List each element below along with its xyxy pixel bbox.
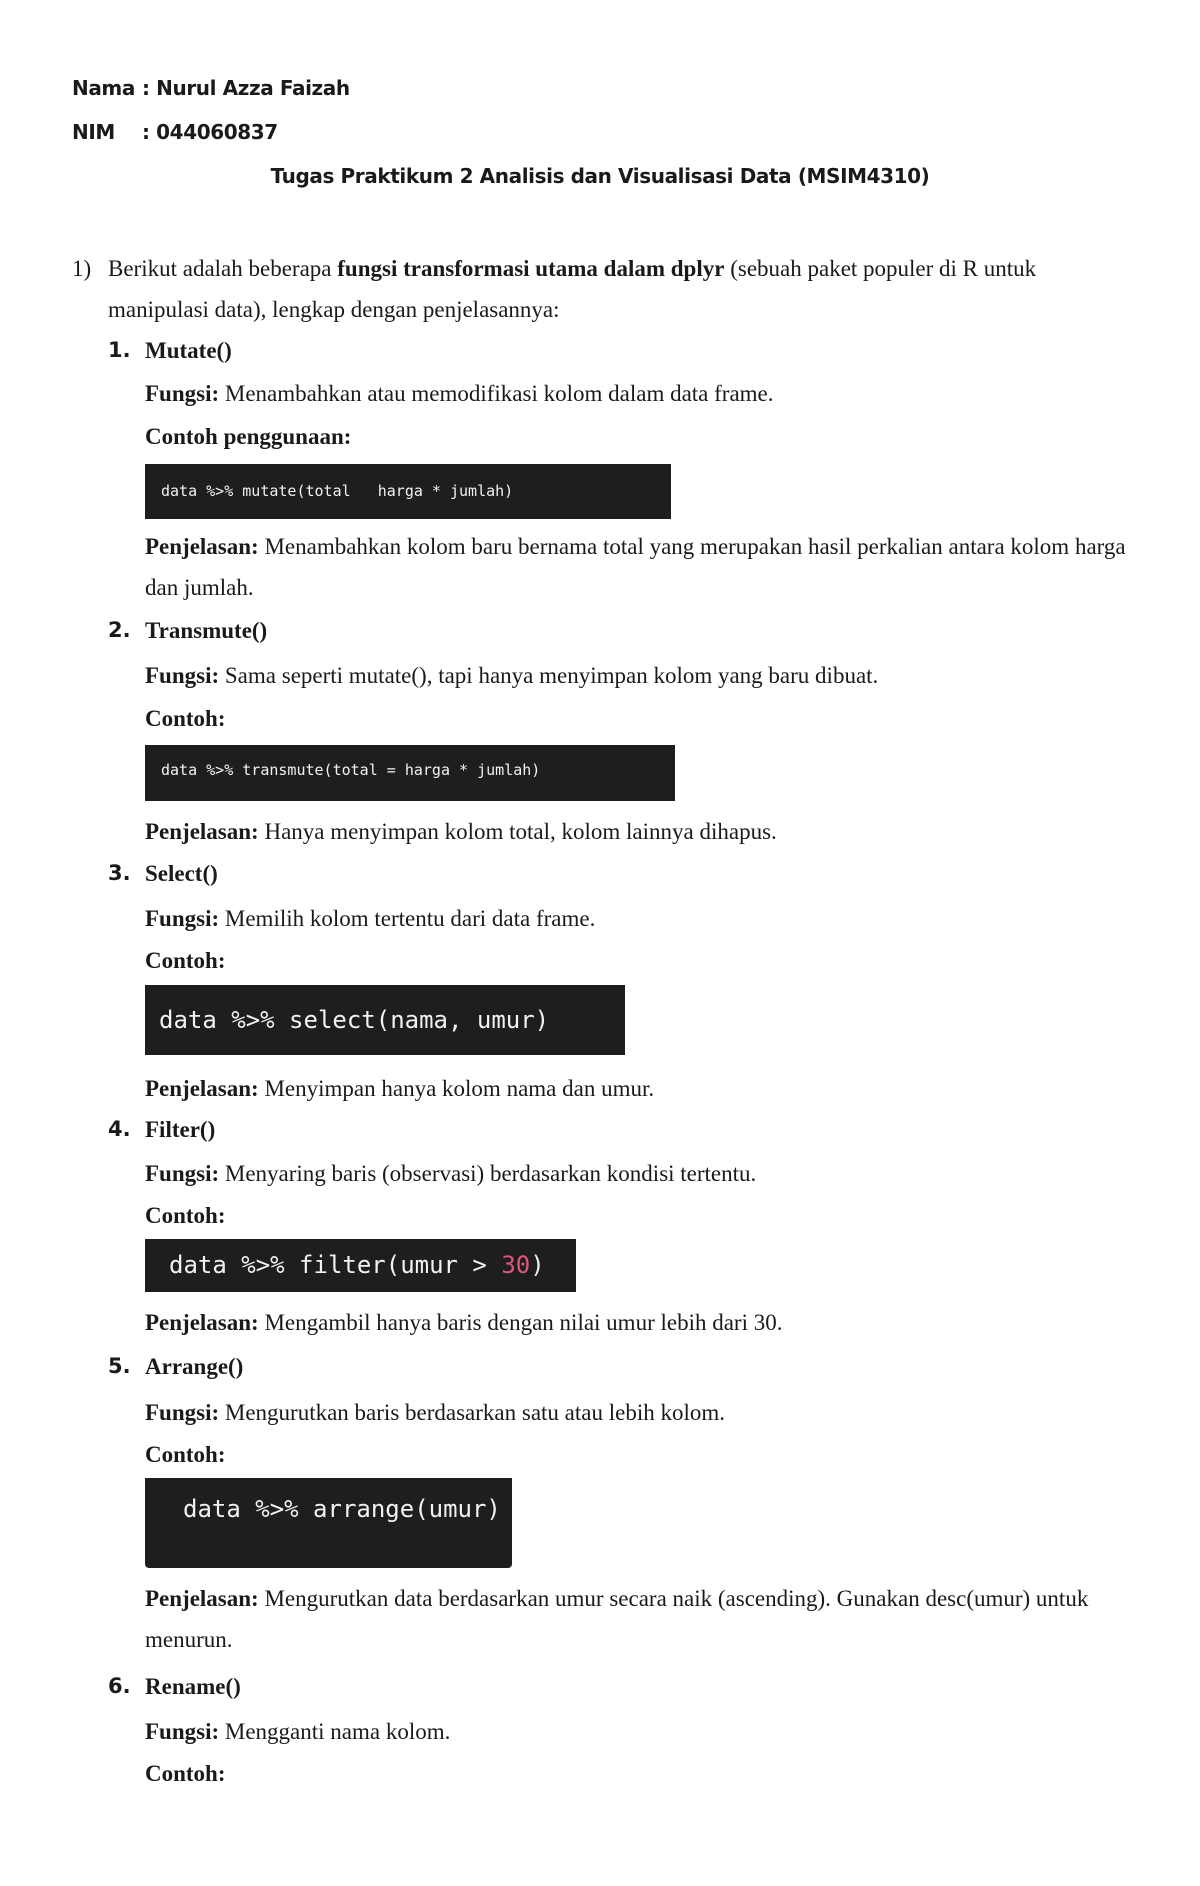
intro-text-bold: fungsi transformasi utama dalam dplyr bbox=[337, 256, 725, 281]
item-filter-penjelasan bbox=[145, 1302, 1135, 1343]
code-block-arrange: data %>% arrange(umur) bbox=[145, 1478, 512, 1568]
item-name: Transmute() bbox=[145, 618, 268, 643]
nama-value: : Nurul Azza Faizah bbox=[142, 76, 350, 100]
fungsi-label: Fungsi: bbox=[145, 906, 220, 931]
code-block-filter bbox=[145, 1239, 576, 1292]
item-filter-contoh bbox=[145, 1195, 1135, 1236]
item-mutate-contoh bbox=[145, 416, 1135, 457]
penjelasan-text: Menambahkan kolom baru bernama total yang merupakan hasil perkalian antara kolom harga dan jumlah. bbox=[145, 534, 1126, 600]
intro-text-before: Berikut adalah beberapa bbox=[108, 256, 338, 281]
code-block-mutate: data %>% mutate(total harga * jumlah) bbox=[145, 464, 671, 519]
contoh-label: Contoh: bbox=[145, 948, 226, 973]
intro-number: 1) bbox=[72, 256, 92, 281]
nama-line bbox=[72, 76, 350, 100]
nim-value: : 044060837 bbox=[142, 120, 278, 144]
fungsi-label: Fungsi: bbox=[145, 381, 220, 406]
nama-label: Nama bbox=[72, 76, 135, 100]
fungsi-text: Sama seperti mutate(), tapi hanya menyimpan kolom yang baru dibuat. bbox=[219, 663, 879, 688]
contoh-label: Contoh: bbox=[145, 1761, 226, 1786]
contoh-label: Contoh penggunaan: bbox=[145, 424, 352, 449]
code-block-transmute: data %>% transmute(total = harga * jumlah) bbox=[145, 745, 675, 801]
nim-label: NIM bbox=[72, 120, 115, 144]
item-arrange-penjelasan bbox=[145, 1578, 1135, 1660]
item-rename-fungsi bbox=[145, 1711, 1135, 1752]
code-text: data %>% filter(umur > bbox=[169, 1251, 502, 1279]
item-mutate-fungsi bbox=[145, 373, 1135, 414]
intro-text-after: (sebuah paket populer di R untuk manipulasi data), lengkap dengan penjelasannya: bbox=[108, 256, 1037, 322]
code-block-select: data %>% select(nama, umur) bbox=[145, 985, 625, 1055]
document-title: Tugas Praktikum 2 Analisis dan Visualisasi Data (MSIM4310) bbox=[270, 164, 930, 188]
penjelasan-label: Penjelasan: bbox=[145, 1076, 259, 1101]
contoh-label: Contoh: bbox=[145, 706, 226, 731]
item-number: 2. bbox=[108, 618, 131, 642]
item-name: Mutate() bbox=[145, 338, 232, 363]
item-transmute-penjelasan bbox=[145, 811, 1135, 852]
penjelasan-text: Mengurutkan data berdasarkan umur secara naik (ascending). Gunakan desc(umur) untuk menurun. bbox=[145, 1586, 1089, 1652]
penjelasan-label: Penjelasan: bbox=[145, 1310, 259, 1335]
penjelasan-text: Menyimpan hanya kolom nama dan umur. bbox=[258, 1076, 655, 1101]
fungsi-label: Fungsi: bbox=[145, 1161, 220, 1186]
penjelasan-text: Mengambil hanya baris dengan nilai umur lebih dari 30. bbox=[258, 1310, 783, 1335]
fungsi-label: Fungsi: bbox=[145, 1400, 220, 1425]
fungsi-text: Memilih kolom tertentu dari data frame. bbox=[219, 906, 596, 931]
fungsi-text: Menyaring baris (observasi) berdasarkan kondisi tertentu. bbox=[219, 1161, 757, 1186]
penjelasan-label: Penjelasan: bbox=[145, 1586, 259, 1611]
item-select-penjelasan bbox=[145, 1068, 1135, 1109]
item-select-contoh bbox=[145, 940, 1135, 981]
item-number: 3. bbox=[108, 861, 131, 885]
penjelasan-label: Penjelasan: bbox=[145, 534, 259, 559]
item-number: 1. bbox=[108, 338, 131, 362]
code-number: 30 bbox=[501, 1251, 531, 1279]
contoh-label: Contoh: bbox=[145, 1442, 226, 1467]
intro-text bbox=[108, 248, 1138, 330]
fungsi-text: Mengurutkan baris berdasarkan satu atau lebih kolom. bbox=[219, 1400, 725, 1425]
item-rename-contoh bbox=[145, 1753, 1135, 1794]
penjelasan-label: Penjelasan: bbox=[145, 819, 259, 844]
item-arrange-fungsi bbox=[145, 1392, 1135, 1433]
item-mutate-penjelasan bbox=[145, 526, 1135, 608]
item-name: Select() bbox=[145, 861, 218, 886]
fungsi-text: Menambahkan atau memodifikasi kolom dalam data frame. bbox=[219, 381, 774, 406]
item-number: 6. bbox=[108, 1674, 131, 1698]
penjelasan-text: Hanya menyimpan kolom total, kolom lainnya dihapus. bbox=[258, 819, 777, 844]
nim-line bbox=[72, 120, 278, 144]
fungsi-label: Fungsi: bbox=[145, 663, 220, 688]
item-number: 5. bbox=[108, 1354, 131, 1378]
item-transmute-contoh bbox=[145, 698, 1135, 739]
fungsi-text: Mengganti nama kolom. bbox=[219, 1719, 451, 1744]
code-text: ) bbox=[530, 1251, 545, 1279]
item-name: Filter() bbox=[145, 1117, 216, 1142]
item-arrange-contoh bbox=[145, 1434, 1135, 1475]
item-name: Rename() bbox=[145, 1674, 241, 1699]
item-number: 4. bbox=[108, 1117, 131, 1141]
item-transmute-fungsi bbox=[145, 655, 1135, 696]
item-filter-fungsi bbox=[145, 1153, 1135, 1194]
contoh-label: Contoh: bbox=[145, 1203, 226, 1228]
item-name: Arrange() bbox=[145, 1354, 244, 1379]
item-select-fungsi bbox=[145, 898, 1135, 939]
fungsi-label: Fungsi: bbox=[145, 1719, 220, 1744]
